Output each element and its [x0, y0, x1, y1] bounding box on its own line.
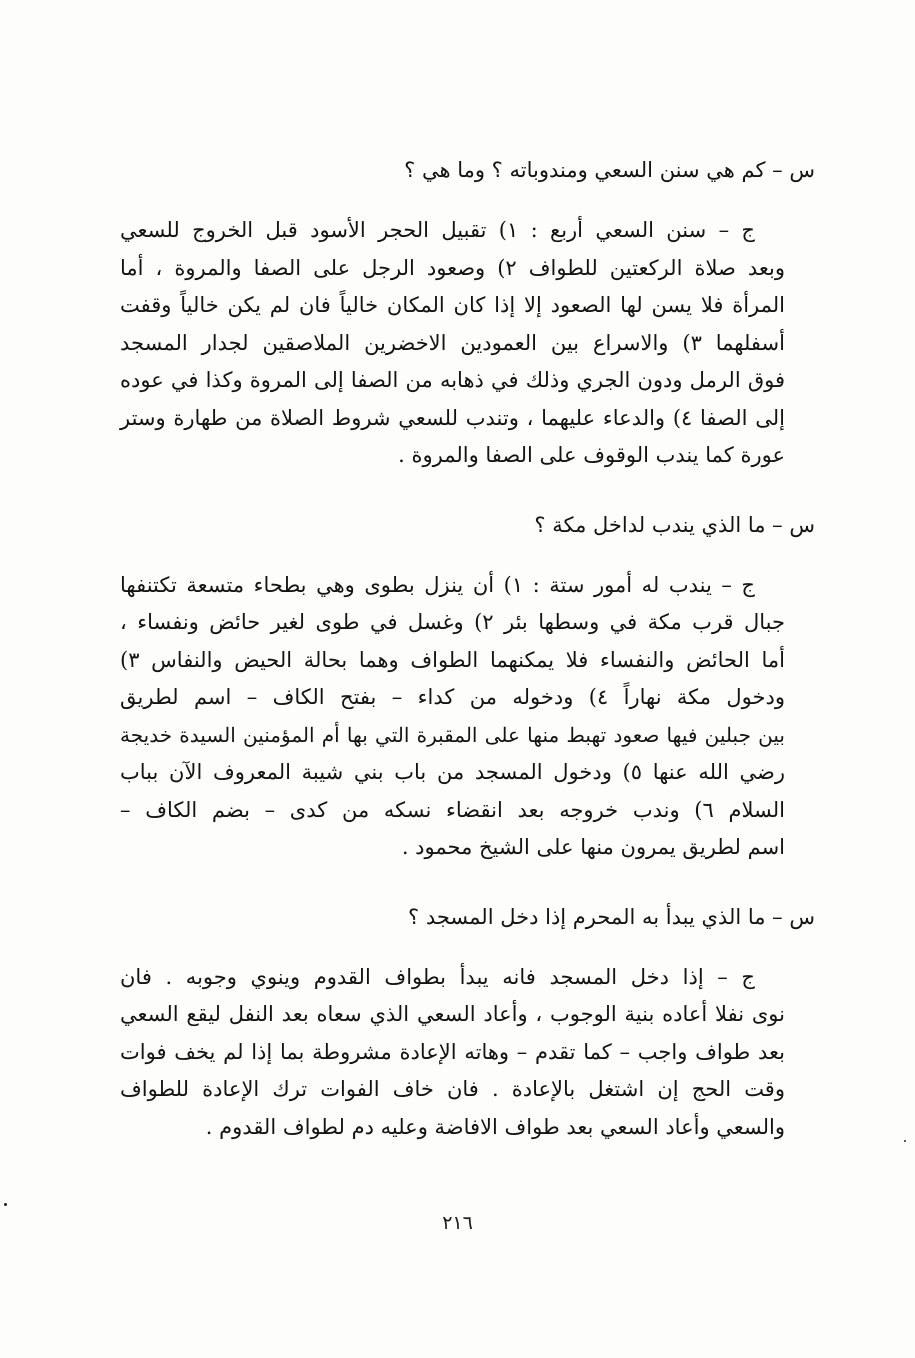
page-number: ٢١٦	[442, 1212, 473, 1234]
question-line: س – ما الذي يندب لداخل مكة ؟	[534, 512, 815, 537]
answer-line: أسفلهما ٣) والاسراع بين العمودين الاخضرين الملاصقين لجدار المسجد	[120, 330, 785, 355]
answer-2	[120, 567, 815, 867]
answer-line: والسعي وأعاد السعي بعد طواف الافاضة وعليه دم لطواف القدوم .	[205, 1114, 785, 1139]
scan-speck	[904, 1140, 906, 1142]
answer-line: ج – سنن السعي أربع : ١) تقبيل الحجر الأسود قبل الخروج للسعي	[120, 218, 755, 242]
scan-speck	[4, 1203, 7, 1206]
answer-line: نوى نفلا أعاده بنية الوجوب ، وأعاد السعي الذي سعاه بعد النفل ليقع السعي	[120, 1002, 785, 1026]
answer-line: وبعد صلاة الركعتين للطواف ٢) وصعود الرجل على الصفا والمروة ، أما	[120, 255, 785, 280]
question-3	[120, 897, 815, 937]
question-line: س – كم هي سنن السعي ومندوباته ؟ وما هي ؟	[404, 158, 815, 182]
answer-line: إلى الصفا ٤) والدعاء عليهما ، وتندب للسعي شروط الصلاة من طهارة وستر	[120, 405, 785, 430]
answer-line: عورة كما يندب الوقوف على الصفا والمروة .	[398, 443, 785, 467]
answer-line: فوق الرمل ودون الجري وذلك في ذهابه من الصفا إلى المروة وكذا في عوده	[120, 368, 785, 392]
answer-line: المرأة فلا يسن لها الصعود إلا إذا كان المكان خالياً فان لم يكن خالياً وقفت	[120, 293, 785, 317]
question-1	[120, 150, 815, 190]
answer-1	[120, 212, 815, 475]
answer-line: السلام ٦) وندب خروجه بعد انقضاء نسكه من كدى – بضم الكاف –	[120, 797, 785, 822]
answer-line: رضي الله عنها ٥) ودخول المسجد من باب بني شيبة المعروف الآن بباب	[120, 760, 785, 784]
page-body	[120, 150, 815, 1176]
answer-line: أما الحائض والنفساء فلا يمكنهما الطواف وهما بحالة الحيض والنفاس ٣)	[120, 647, 785, 672]
question-2	[120, 505, 815, 545]
answer-line: وقت الحج إن اشتغل بالإعادة . فان خاف الفوات ترك الإعادة للطواف	[120, 1077, 785, 1101]
answer-line: بين جبلين فيها صعود تهبط منها على المقبرة التي بها أم المؤمنين السيدة خديجة	[120, 722, 785, 747]
question-line: س – ما الذي يبدأ به المحرم إذا دخل المسجد ؟	[408, 904, 815, 929]
answer-line: ودخول مكة نهاراً ٤) ودخوله من كداء – بفتح الكاف – اسم لطريق	[120, 685, 785, 709]
answer-line: جبال قرب مكة في وسطها بئر ٢) وغسل في طوى لغير حائض ونفساء ،	[120, 610, 785, 634]
answer-line: اسم لطريق يمرون منها على الشيخ محمود .	[401, 835, 785, 859]
answer-line: ج – إذا دخل المسجد فانه يبدأ بطواف القدوم وينوي وجوبه . فان	[120, 964, 755, 989]
answer-line: بعد طواف واجب – كما تقدم – وهاته الإعادة مشروطة بما إذا لم يخف فوات	[120, 1039, 785, 1064]
answer-3	[120, 959, 815, 1147]
answer-line: ج – يندب له أمور ستة : ١) أن ينزل بطوى وهي بطحاء متسعة تكتنفها	[120, 572, 755, 597]
